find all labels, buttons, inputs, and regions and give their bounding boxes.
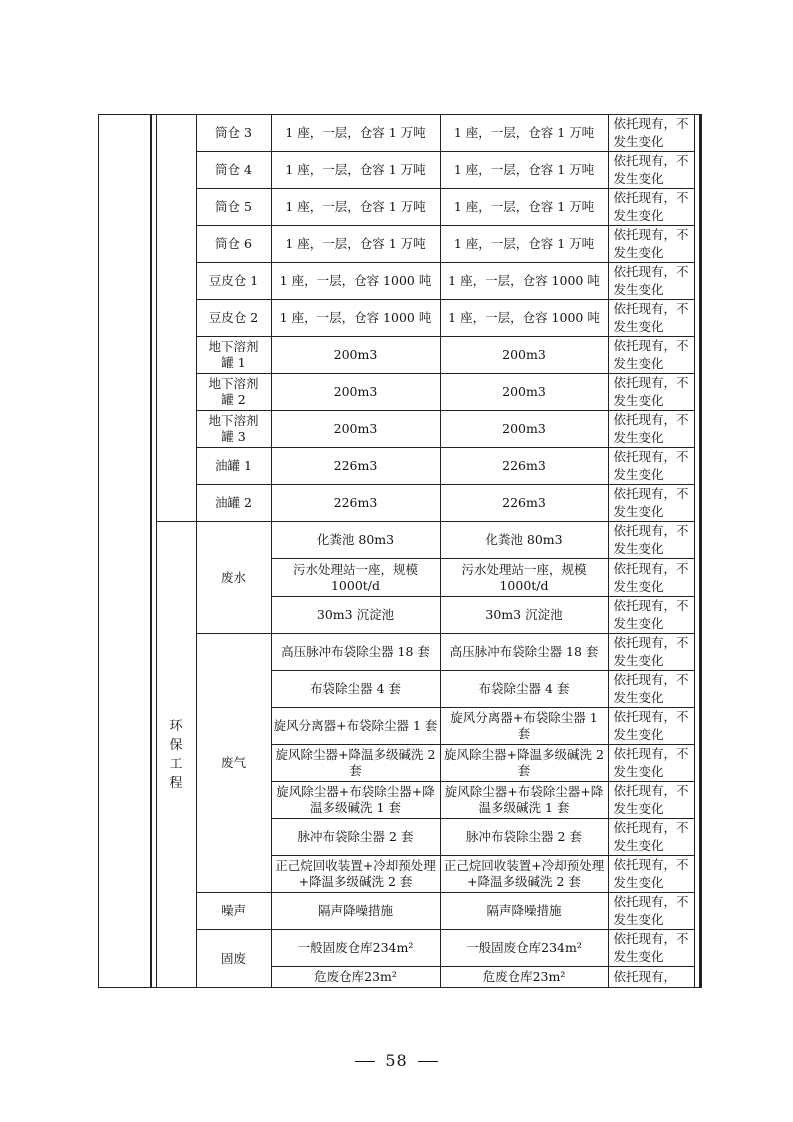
note-cell: 依托现有，不发生变化 [608,522,694,559]
after-value: 布袋除尘器 4 套 [440,671,608,708]
note-cell: 依托现有，不发生变化 [608,893,694,930]
after-value: 高压脉冲布袋除尘器 18 套 [440,634,608,671]
before-value: 1 座，一层，仓容 1000 吨 [271,300,440,337]
after-value: 旋风分离器+布袋除尘器 1 套 [440,708,608,745]
after-value: 脉冲布袋除尘器 2 套 [440,819,608,856]
env-section-title-char: 保 [169,737,183,753]
before-value: 旋风分离器+布袋除尘器 1 套 [271,708,440,745]
note-cell: 依托现有，不发生变化 [608,559,694,597]
before-value: 1 座，一层，仓容 1 万吨 [271,226,440,263]
after-value: 30m3 沉淀池 [440,597,608,634]
before-value: 危废仓库23m² [271,967,440,988]
before-value: 污水处理站一座，规模1000t/d [271,559,440,597]
after-value: 200m3 [440,337,608,374]
storage-item-name: 筒仓 3 [196,115,271,152]
storage-item-name: 地下溶剂罐 2 [196,374,271,411]
after-value: 1 座，一层，仓容 1 万吨 [440,115,608,152]
note-cell: 依托现有，不发生变化 [608,448,694,485]
page-number-right-dash [418,1061,438,1062]
before-value: 高压脉冲布袋除尘器 18 套 [271,634,440,671]
before-value: 226m3 [271,448,440,485]
noise-label: 噪声 [196,893,271,930]
note-cell: 依托现有，不发生变化 [608,300,694,337]
right-edge-column [694,115,700,988]
note-cell: 依托现有，不发生变化 [608,745,694,782]
page-number [0,1051,793,1070]
after-value: 1 座，一层，仓容 1 万吨 [440,189,608,226]
table-body [99,115,701,988]
env-section-title-char: 程 [169,775,183,791]
note-cell: 依托现有，不发生变化 [608,930,694,967]
note-cell: 依托现有，不发生变化 [608,374,694,411]
before-value: 226m3 [271,485,440,522]
before-value: 1 座，一层，仓容 1000 吨 [271,263,440,300]
after-value: 化粪池 80m3 [440,522,608,559]
before-value: 200m3 [271,337,440,374]
before-value: 旋风除尘器+降温多级碱洗 2 套 [271,745,440,782]
before-value: 脉冲布袋除尘器 2 套 [271,819,440,856]
after-value: 一般固废仓库234m² [440,930,608,967]
before-value: 200m3 [271,411,440,448]
after-value: 旋风除尘器+布袋除尘器+降温多级碱洗 1 套 [440,782,608,819]
after-value: 1 座，一层，仓容 1 万吨 [440,226,608,263]
before-value: 布袋除尘器 4 套 [271,671,440,708]
storage-section-cell [156,115,196,522]
after-value: 危废仓库23m² [440,967,608,988]
solid-waste-label: 固废 [196,930,271,988]
note-cell: 依托现有，不发生变化 [608,115,694,152]
project-composition-table [98,114,702,988]
note-cell: 依托现有，不发生变化 [608,819,694,856]
table-row [99,522,701,559]
after-value: 污水处理站一座，规模1000t/d [440,559,608,597]
after-value: 226m3 [440,485,608,522]
before-value: 1 座，一层，仓容 1 万吨 [271,152,440,189]
env-section-title-char: 环 [169,718,183,734]
table-row [99,115,701,152]
after-value: 正己烷回收装置+冷却预处理+降温多级碱洗 2 套 [440,856,608,893]
note-cell: 依托现有，不发生变化 [608,411,694,448]
note-cell: 依托现有，不发生变化 [608,597,694,634]
note-cell: 依托现有，不发生变化 [608,485,694,522]
after-value: 200m3 [440,374,608,411]
before-value: 1 座，一层，仓容 1 万吨 [271,115,440,152]
storage-item-name: 筒仓 6 [196,226,271,263]
after-value: 1 座，一层，仓容 1 万吨 [440,152,608,189]
before-value: 1 座，一层，仓容 1 万吨 [271,189,440,226]
note-cell: 依托现有，不发生变化 [608,152,694,189]
note-cell: 依托现有， [608,967,694,988]
note-cell: 依托现有，不发生变化 [608,671,694,708]
note-cell: 依托现有，不发生变化 [608,634,694,671]
before-value: 正己烷回收装置+冷却预处理+降温多级碱洗 2 套 [271,856,440,893]
storage-item-name: 油罐 2 [196,485,271,522]
page-number-value: 58 [385,1051,408,1070]
before-value: 一般固废仓库234m² [271,930,440,967]
after-value: 200m3 [440,411,608,448]
before-value: 隔声降噪措施 [271,893,440,930]
after-value: 1 座，一层，仓容 1000 吨 [440,300,608,337]
env-section-title-char: 工 [169,756,183,772]
storage-item-name: 油罐 1 [196,448,271,485]
after-value: 1 座，一层，仓容 1000 吨 [440,263,608,300]
note-cell: 依托现有，不发生变化 [608,226,694,263]
storage-item-name: 地下溶剂罐 1 [196,337,271,374]
note-cell: 依托现有，不发生变化 [608,263,694,300]
before-value: 化粪池 80m3 [271,522,440,559]
storage-item-name: 筒仓 5 [196,189,271,226]
before-value: 30m3 沉淀池 [271,597,440,634]
storage-item-name: 豆皮仓 1 [196,263,271,300]
note-cell: 依托现有，不发生变化 [608,337,694,374]
after-value: 226m3 [440,448,608,485]
after-value: 隔声降噪措施 [440,893,608,930]
exhaust-label: 废气 [196,634,271,893]
storage-item-name: 筒仓 4 [196,152,271,189]
note-cell: 依托现有，不发生变化 [608,782,694,819]
storage-item-name: 豆皮仓 2 [196,300,271,337]
before-value: 旋风除尘器+布袋除尘器+降温多级碱洗 1 套 [271,782,440,819]
page-number-left-dash [355,1061,375,1062]
before-value: 200m3 [271,374,440,411]
note-cell: 依托现有，不发生变化 [608,189,694,226]
env-section-title [156,522,196,988]
wastewater-label: 废水 [196,522,271,634]
storage-item-name: 地下溶剂罐 3 [196,411,271,448]
after-value: 旋风除尘器+降温多级碱洗 2 套 [440,745,608,782]
note-cell: 依托现有，不发生变化 [608,856,694,893]
note-cell: 依托现有，不发生变化 [608,708,694,745]
project-category-cell [99,115,151,988]
